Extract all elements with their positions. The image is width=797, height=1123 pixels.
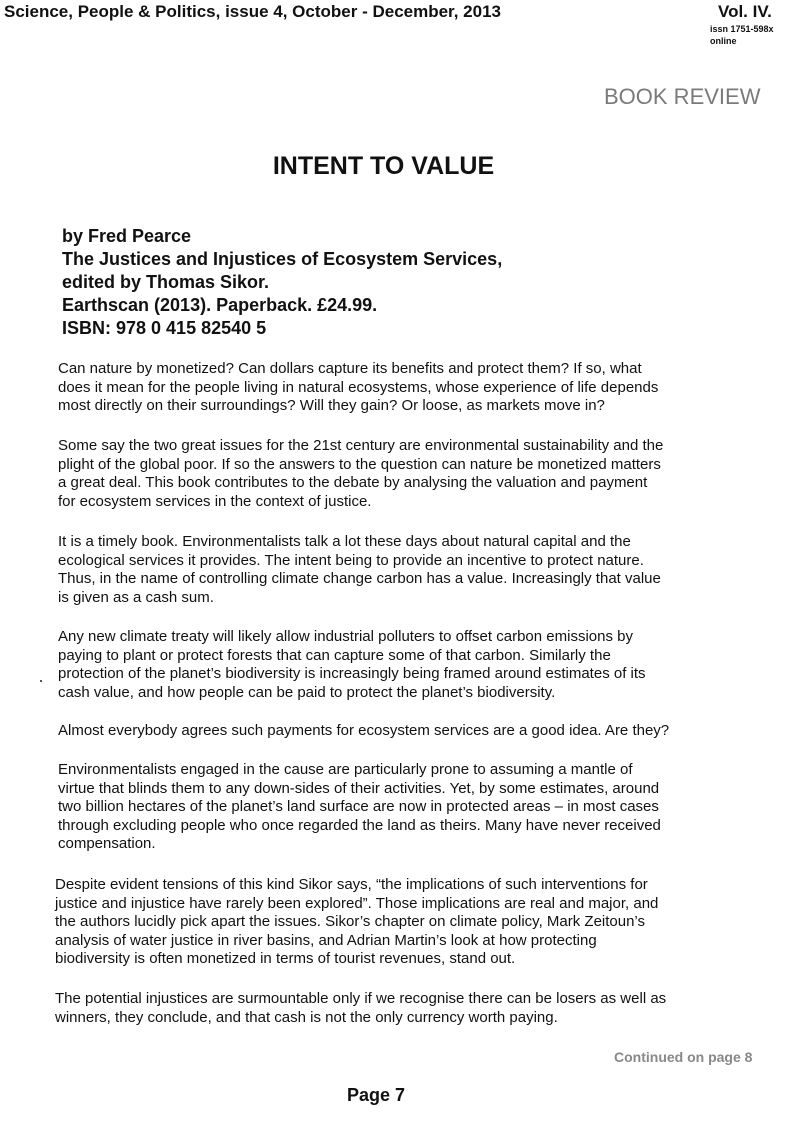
paragraph-line: for ecosystem services in the context of justice. bbox=[58, 492, 372, 510]
paragraph-line: compensation. bbox=[58, 835, 156, 853]
paragraph-line: Almost everybody agrees such payments for ecosystem services are a good idea. Are they? bbox=[58, 722, 670, 739]
paragraph-line: the authors lucidly pick apart the issues. Sikor’s chapter on climate policy, Mark Zeitoun’s bbox=[55, 913, 645, 931]
paragraph-4 bbox=[58, 628, 772, 702]
paragraph-2 bbox=[58, 437, 772, 511]
paragraph-6 bbox=[58, 761, 772, 854]
paragraph-line: Thus, in the name of controlling climate change carbon has a value. Increasingly that value bbox=[58, 570, 661, 588]
paragraph-line: justice and injustice have rarely been explored”. Those implications are real and major, and bbox=[55, 894, 659, 912]
section-label: BOOK REVIEW bbox=[604, 84, 761, 109]
paragraph-line: It is a timely book. Environmentalists talk a lot these days about natural capital and the bbox=[58, 533, 631, 550]
editor: edited by Thomas Sikor. bbox=[62, 272, 270, 292]
volume-label: Vol. IV. bbox=[718, 2, 772, 21]
paragraph-7 bbox=[55, 876, 769, 969]
paragraph-line: Can nature by monetized? Can dollars capture its benefits and protect them? If so, what bbox=[58, 360, 642, 377]
paragraph-line: Environmentalists engaged in the cause are particularly prone to assuming a mantle of bbox=[58, 761, 633, 778]
paragraph-line: biodiversity is often monetized in terms of tourist revenues, stand out. bbox=[55, 950, 516, 968]
continued-note: Continued on page 8 bbox=[614, 1049, 753, 1065]
paragraph-line: Any new climate treaty will likely allow industrial polluters to offset carbon emissions by bbox=[58, 628, 633, 645]
paragraph-line: two billion hectares of the planet’s land surface are now in protected areas – in most cases bbox=[58, 798, 659, 816]
issn-number: issn 1751-598x bbox=[710, 24, 774, 34]
paragraph-1 bbox=[58, 360, 772, 416]
paragraph-line: is given as a cash sum. bbox=[58, 588, 214, 606]
paragraph-line: protection of the planet’s biodiversity is increasingly being framed around estimates of its bbox=[58, 665, 646, 683]
paragraph-line: Some say the two great issues for the 21st century are environmental sustainability and the bbox=[58, 437, 664, 454]
paragraph-line: virtue that blinds them to any down-sides of their activities. Yet, by some estimates, around bbox=[58, 779, 660, 797]
publisher: Earthscan (2013). Paperback. £24.99. bbox=[62, 295, 378, 315]
issn-online: online bbox=[710, 36, 737, 46]
paragraph-line: through excluding people who once regarded the land as theirs. Many have never received bbox=[58, 816, 661, 834]
paragraph-8 bbox=[55, 990, 769, 1027]
author: by Fred Pearce bbox=[62, 226, 192, 246]
scan-speck bbox=[40, 680, 42, 682]
isbn: ISBN: 978 0 415 82540 5 bbox=[62, 318, 267, 338]
paragraph-line: plight of the global poor. If so the answers to the question can nature be monetized matters bbox=[58, 455, 661, 473]
paragraph-line: Despite evident tensions of this kind Sikor says, “the implications of such interventions for bbox=[55, 876, 648, 893]
journal-header: Science, People & Politics, issue 4, October - December, 2013 bbox=[4, 2, 502, 21]
paragraph-line: ecological services it provides. The intent being to provide an incentive to protect nature. bbox=[58, 551, 644, 569]
paragraph-line: winners, they conclude, and that cash is not the only currency worth paying. bbox=[55, 1008, 558, 1026]
paragraph-line: most directly on their surroundings? Will they gain? Or loose, as markets move in? bbox=[58, 397, 605, 415]
paragraph-5 bbox=[58, 722, 772, 741]
paragraph-line: does it mean for the people living in natural ecosystems, whose experience of life depends bbox=[58, 378, 659, 396]
paragraph-3 bbox=[58, 533, 772, 607]
paragraph-line: The potential injustices are surmountable only if we recognise there can be losers as well as bbox=[55, 990, 667, 1007]
bibliographic-info bbox=[62, 225, 502, 340]
article-title: INTENT TO VALUE bbox=[272, 152, 495, 180]
paragraph-line: a great deal. This book contributes to the debate by analysing the valuation and payment bbox=[58, 474, 648, 492]
paragraph-line: analysis of water justice in river basins, and Adrian Martin’s look at how protecting bbox=[55, 931, 597, 949]
issn-block bbox=[710, 23, 774, 47]
paragraph-line: cash value, and how people can be paid to protect the planet’s biodiversity. bbox=[58, 683, 556, 701]
page-number: Page 7 bbox=[347, 1085, 406, 1105]
book-title: The Justices and Injustices of Ecosystem Services, bbox=[62, 249, 503, 269]
paragraph-line: paying to plant or protect forests that can capture some of that carbon. Similarly the bbox=[58, 646, 611, 664]
